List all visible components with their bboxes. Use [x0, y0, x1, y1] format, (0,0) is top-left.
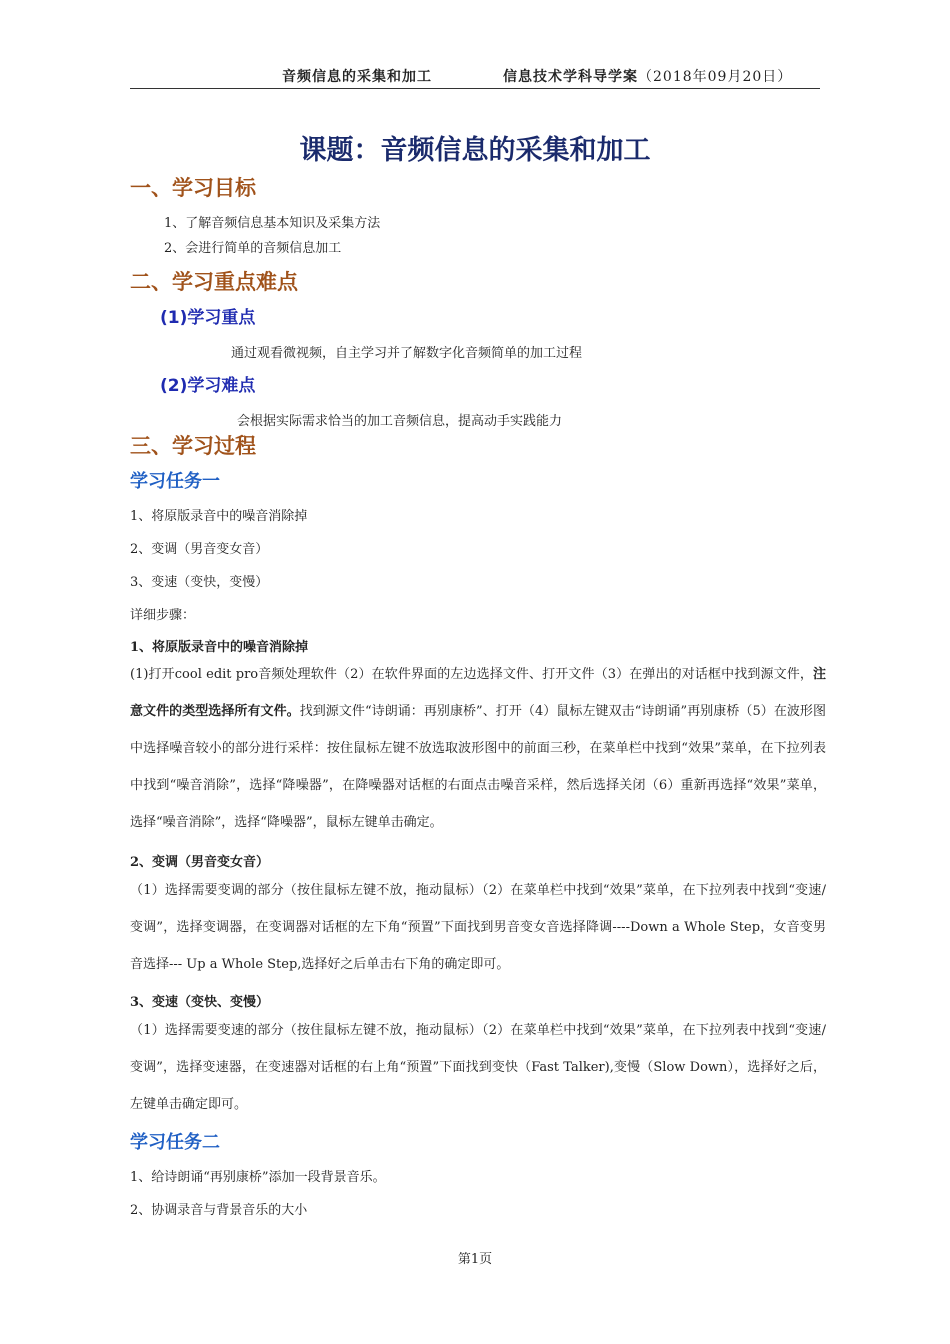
step-text: 找到源文件“诗朗诵：再别康桥”、打开（4）鼠标左键双击“诗朗诵”再别康桥（5）在波形图中选择噪音较小的部分进行采样：按住鼠标左键不放选取波形图中的前面三秒，在菜单栏中找到“效果”菜单，在下拉列表中找到“噪音消除”，选择“降噪器”，在降噪器对话框的右面点击噪音采样，然后选择关闭（6）重新再选择“效果”菜单，选择“噪音消除”，选择“降噪器”，鼠标左键单击确定。 — [130, 704, 826, 830]
section-heading-process: 三、学习过程 — [130, 434, 256, 458]
step-emphasis: 注意文件的类型选择所有文件。 — [130, 667, 826, 719]
difficulty-text: 会根据实际需求恰当的加工音频信息，提高动手实践能力 — [237, 414, 563, 429]
header-guide-info — [503, 66, 792, 86]
page-title: 课题：音频信息的采集和加工 — [299, 135, 651, 166]
page-header — [130, 64, 820, 89]
page-number: 第1页 — [457, 1252, 493, 1267]
step-paragraph: （1）选择需要变调的部分（按住鼠标左键不放，拖动鼠标）（2）在菜单栏中找到“效果”菜单，在下拉列表中找到“变速/变调”，选择变调器，在变调器对话框的左下角“预置”下面找到男音变女音选择降调----Down a Whole Step，女音变男音选择--- Up a Whole Step,选择好之后单击右下角的确定即可。 — [130, 883, 826, 972]
section-heading-goals: 一、学习目标 — [130, 176, 256, 200]
goal-item: 1、了解音频信息基本知识及采集方法 — [164, 216, 381, 231]
step-text: (1)打开cool edit pro音频处理软件（2）在软件界面的左边选择文件、打开文件（3）在弹出的对话框中找到源文件， — [130, 667, 813, 682]
task-heading-one: 学习任务一 — [130, 471, 220, 492]
step-title: 3、变速（变快、变慢） — [130, 995, 270, 1010]
task-item: 3、变速（变快，变慢） — [130, 575, 269, 590]
task-heading-two: 学习任务二 — [130, 1132, 220, 1153]
section-heading-key-points: 二、学习重点难点 — [130, 270, 298, 294]
header-guide-date: （2018年09月20日） — [638, 69, 793, 85]
task-item: 1、将原版录音中的噪音消除掉 — [130, 509, 308, 524]
subheading-difficulty: (2)学习难点 — [160, 376, 256, 396]
subheading-key-point: (1)学习重点 — [160, 308, 256, 328]
step-paragraph — [130, 656, 826, 840]
step-title: 2、变调（男音变女音） — [130, 855, 270, 870]
header-course-title: 音频信息的采集和加工 — [282, 69, 432, 85]
task-item: 1、给诗朗诵“再别康桥”添加一段背景音乐。 — [130, 1170, 386, 1185]
task-item: 2、协调录音与背景音乐的大小 — [130, 1203, 308, 1218]
goal-item: 2、会进行简单的音频信息加工 — [164, 241, 342, 256]
header-guide-subject: 信息技术学科导学案 — [503, 69, 638, 85]
task-item: 2、变调（男音变女音） — [130, 542, 269, 557]
key-point-text: 通过观看微视频，自主学习并了解数字化音频简单的加工过程 — [231, 346, 583, 361]
detail-steps-label: 详细步骤： — [130, 608, 196, 623]
step-title: 1、将原版录音中的噪音消除掉 — [130, 640, 309, 655]
step-paragraph: （1）选择需要变速的部分（按住鼠标左键不放，拖动鼠标）（2）在菜单栏中找到“效果”菜单，在下拉列表中找到“变速/变调”，选择变速器，在变速器对话框的右上角“预置”下面找到变快（Fast Talker),变慢（Slow Down），选择好之后，左键单击确定即可。 — [130, 1023, 826, 1112]
